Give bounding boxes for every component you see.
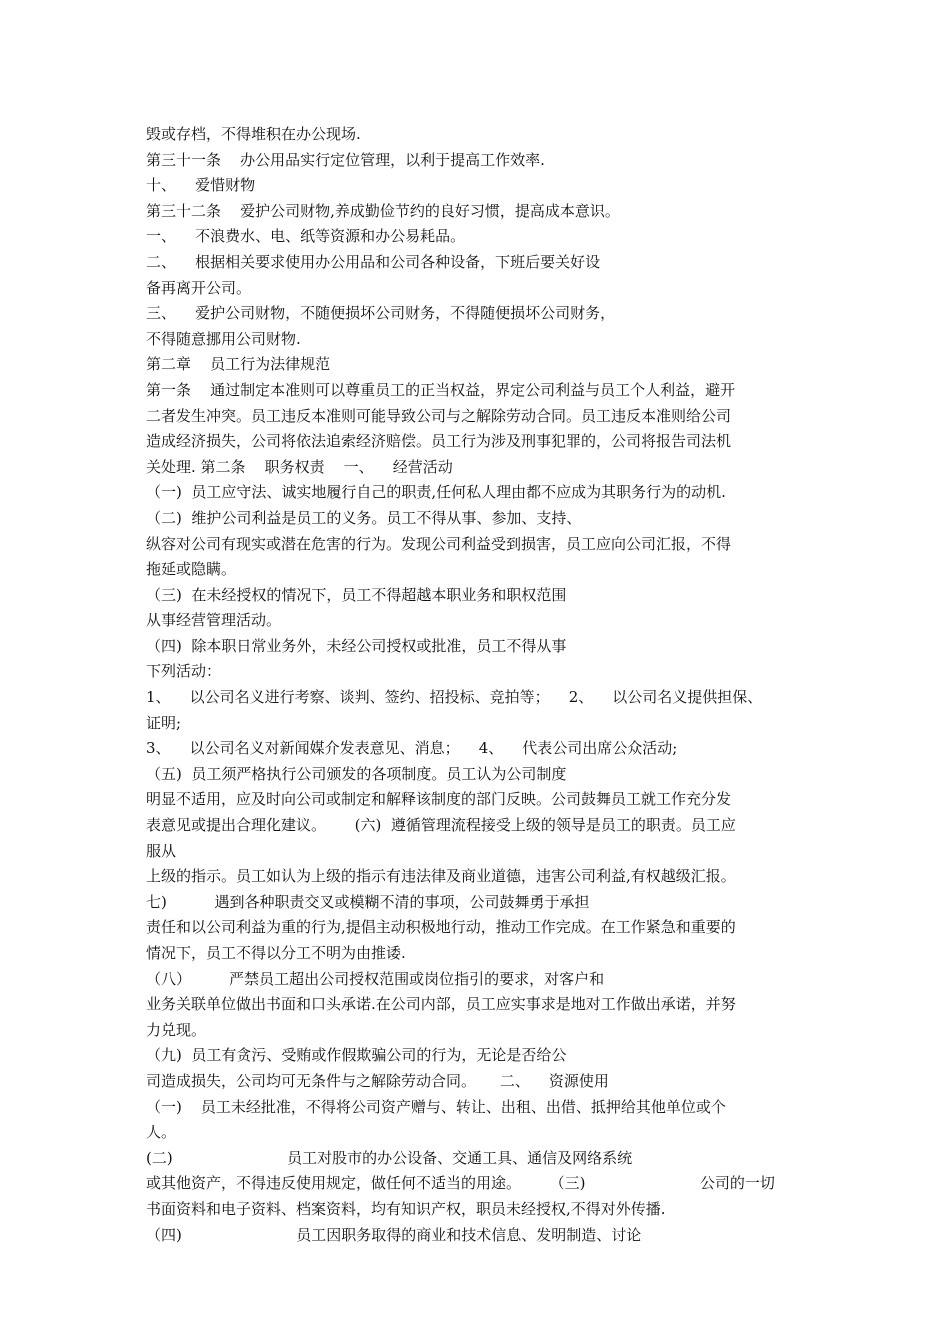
- document-line: 力兑现。: [146, 1020, 207, 1039]
- document-line: （一) 员工未经批准，不得将公司资产赠与、转让、出租、出借、抵押给其他单位或个: [146, 1097, 726, 1116]
- document-line: （一) 员工应守法、诚实地履行自己的职责,任何私人理由都不应成为其职务行为的动机.: [146, 483, 726, 502]
- document-line: 第一条 通过制定本准则可以尊重员工的正当权益，界定公司利益与员工个人利益，避开: [146, 380, 736, 399]
- document-line: 第三十一条 办公用品实行定位管理，以利于提高工作效率.: [146, 150, 545, 169]
- document-line: （九) 员工有贪污、受贿或作假欺骗公司的行为，无论是否给公: [146, 1046, 567, 1065]
- document-line: 人。: [146, 1123, 177, 1142]
- document-line: 三、 爱护公司财物，不随便损坏公司财务，不得随便损坏公司财务，: [146, 304, 616, 323]
- document-line: 明显不适用，应及时向公司或制定和解释该制度的部门反映。公司鼓舞员工就工作充分发: [146, 790, 732, 809]
- document-line: 拖延或隐瞒。: [146, 560, 237, 579]
- document-line: 造成经济损失，公司将依法追索经济赔偿。员工行为涉及刑事犯罪的，公司将报告司法机: [146, 432, 732, 451]
- document-line: 从事经营管理活动。: [146, 611, 282, 630]
- document-line: 备再离开公司。: [146, 278, 252, 297]
- document-line: 书面资料和电子资料、档案资料，均有知识产权，职员未经授权,不得对外传播.: [146, 1199, 666, 1218]
- document-line: （八） 严禁员工超出公司授权范围或岗位指引的要求，对客户和: [146, 969, 605, 988]
- document-line: 1、 以公司名义进行考察、谈判、签约、招投标、竞拍等； 2、 以公司名义提供担保、: [146, 688, 763, 707]
- document-line: 下列活动：: [146, 662, 222, 681]
- document-line: 纵容对公司有现实或潜在危害的行为。发现公司利益受到损害，员工应向公司汇报，不得: [146, 534, 732, 553]
- document-line: 不得随意挪用公司财物.: [146, 329, 301, 348]
- document-line: 二者发生冲突。员工违反本准则可能导致公司与之解除劳动合同。员工违反本准则给公司: [146, 406, 732, 425]
- document-line: 上级的指示。员工如认为上级的指示有违法律及商业道德，违害公司利益,有权越级汇报。: [146, 867, 736, 886]
- document-line: 关处理. 第二条 职务权责 一、 经营活动: [146, 457, 453, 476]
- document-line: 二、 根据相关要求使用办公用品和公司各种设备，下班后要关好设: [146, 252, 601, 271]
- document-line: 司造成损失，公司均可无条件与之解除劳动合同。 二、 资源使用: [146, 1071, 609, 1090]
- document-line: （五) 员工须严格执行公司颁发的各项制度。员工认为公司制度: [146, 764, 567, 783]
- document-line: 十、 爱惜财物: [146, 176, 256, 195]
- document-line: 表意见或提出合理化建议。 (六) 遵循管理流程接受上级的领导是员工的职责。员工应: [146, 816, 736, 835]
- document-line: 证明;: [146, 713, 182, 732]
- document-body: [146, 122, 821, 1248]
- document-line: （四) 除本职日常业务外，未经公司授权或批准，员工不得从事: [146, 636, 567, 655]
- document-line: （二) 维护公司利益是员工的义务。员工不得从事、参加、支持、: [146, 508, 582, 527]
- document-line: 责任和以公司利益为重的行为,提倡主动积极地行动，推动工作完成。在工作紧急和重要的: [146, 918, 736, 937]
- document-line: 第三十二条 爱护公司财物,养成勤俭节约的良好习惯，提高成本意识。: [146, 201, 620, 220]
- document-line: 服从: [146, 841, 177, 860]
- document-line: （三) 在未经授权的情况下，员工不得超越本职业务和职权范围: [146, 585, 567, 604]
- document-line: (二) 员工对股市的办公设备、交通工具、通信及网络系统: [146, 1148, 633, 1167]
- document-line: 情况下，员工不得以分工不明为由推诿.: [146, 944, 406, 962]
- document-line: （四) 员工因职务取得的商业和技术信息、发明制造、讨论: [146, 1225, 642, 1244]
- document-line: 第二章 员工行为法律规范: [146, 355, 331, 374]
- document-line: 毁或存档，不得堆积在办公现场.: [146, 125, 361, 143]
- document-line: 一、 不浪费水、电、纸等资源和办公易耗品。: [146, 227, 466, 246]
- document-line: 或其他资产，不得违反使用规定，做任何不适当的用途。 （三) 公司的一切: [146, 1174, 775, 1193]
- document-line: 七) 遇到各种职责交叉或模糊不清的事项，公司鼓舞勇于承担: [146, 892, 590, 911]
- document-line: 业务关联单位做出书面和口头承诺.在公司内部，员工应实事求是地对工作做出承诺，并努: [146, 995, 736, 1014]
- document-line: 3、 以公司名义对新闻媒介发表意见、消息； 4、 代表公司出席公众活动;: [146, 739, 678, 758]
